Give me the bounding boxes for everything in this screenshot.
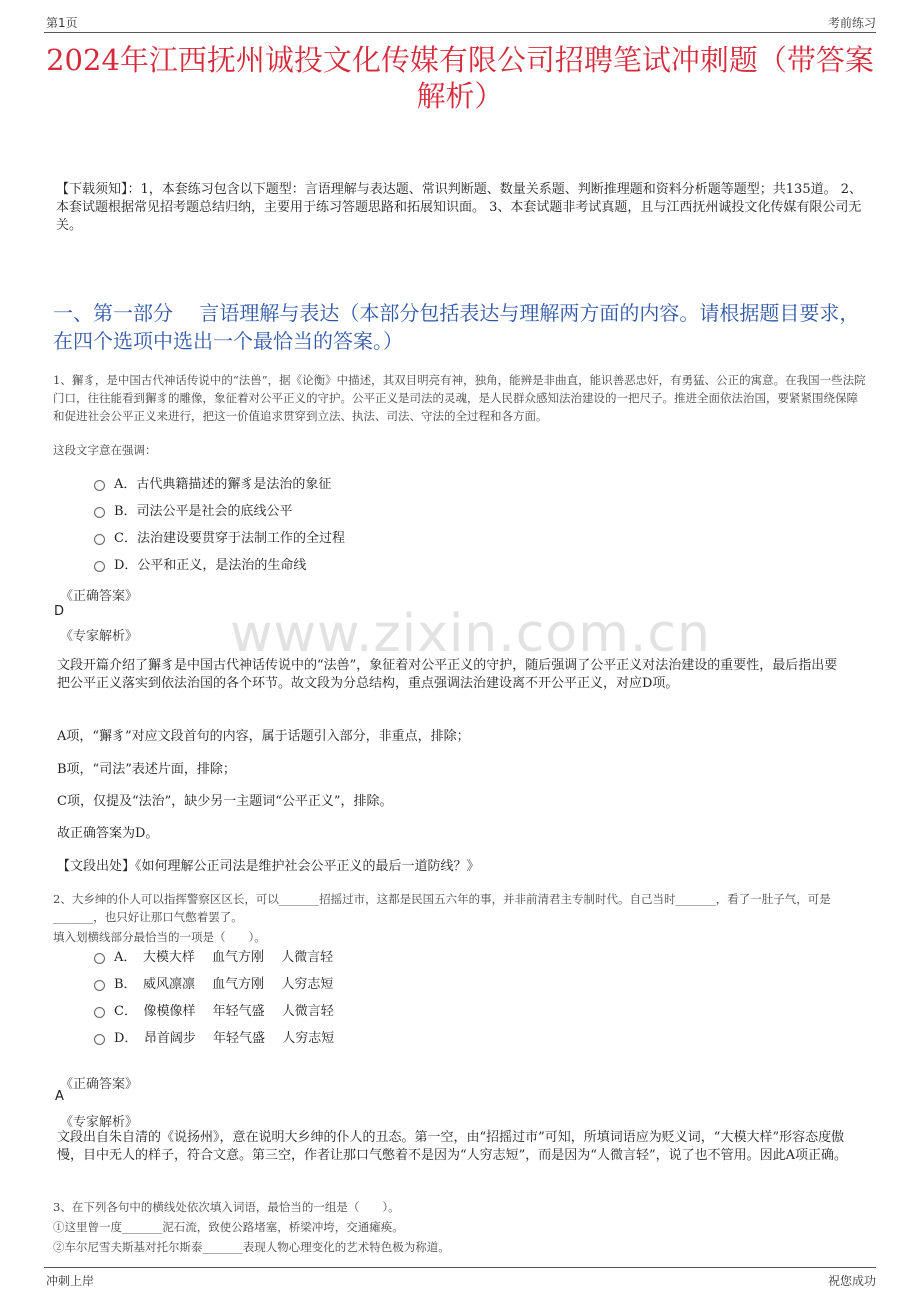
q2-option-b-text: B． 威风凛凛 血气方刚 人穷志短 [114, 977, 334, 992]
q1-option-c-text: C．法治建设要贯穿于法制工作的全过程 [114, 531, 345, 546]
header-rule [44, 32, 876, 33]
q1-conclusion: 故正确答案为D。 [57, 826, 159, 841]
q2-answer-label: 《正确答案》 [60, 1077, 139, 1092]
q2-answer: A [55, 1089, 64, 1104]
q1-answer: D [54, 604, 65, 619]
q1-option-d-text: D．公平和正义，是法治的生命线 [114, 558, 307, 573]
footer-right-label: 祝您成功 [827, 1274, 876, 1288]
q1-option-a-text: A．古代典籍描述的獬豸是法治的象征 [114, 477, 332, 492]
q1-analysis-line-a: A项，“獬豸”对应文段首句的内容，属于话题引入部分，非重点，排除； [57, 729, 470, 744]
q2-option-d[interactable] [94, 1029, 334, 1049]
radio-icon[interactable] [94, 534, 105, 545]
radio-icon[interactable] [94, 1034, 105, 1045]
footer-left-label: 冲刺上岸 [46, 1274, 95, 1288]
q1-analysis-line-b: B项，“司法”表述片面，排除； [57, 762, 236, 777]
q2-option-b[interactable] [94, 975, 333, 995]
q2-analysis: 文段出自朱自清的《说扬州》，意在说明大乡绅的仆人的丑态。第一空，由“招摇过市”可知，所填词语应为贬义词，“大模大样”形容态度傲慢，目中无人的样子，符合文意。第三空，作者让那口气憋着不是因为“人穷志短”，而是因为“人微言轻”，说了也不管用。因此A项正确。 [57, 1130, 847, 1163]
section-heading: 一、第一部分 言语理解与表达（本部分包括表达与理解两方面的内容。请根据题目要求，在四个选项中选出一个最恰当的答案。） [53, 301, 860, 353]
download-notice: 【下载须知】：1，本套练习包含以下题型：言语理解与表达题、常识判断题、数量关系题、判断推理题和资料分析题等题型；共135道。 2、本套试题根据常见招考题总结归纳，主要用于练习答题思路和拓展知识面。 3、本套试题非考试真题，且与江西抚州诚投文化传媒有限公司无关。 [56, 182, 862, 233]
q1-option-b[interactable] [94, 502, 293, 522]
q2-option-a-text: A． 大模大样 血气方刚 人微言轻 [114, 950, 334, 965]
radio-icon[interactable] [94, 561, 105, 572]
radio-icon[interactable] [94, 480, 105, 491]
header-right-label: 考前练习 [827, 16, 876, 30]
q1-analysis-line-c: C项，仅提及“法治”，缺少另一主题词“公平正义”，排除。 [57, 794, 393, 809]
radio-icon[interactable] [94, 507, 105, 518]
radio-icon[interactable] [94, 980, 105, 991]
question-3-line-2: ②车尔尼雪夫斯基对托尔斯泰_______表现人物心理变化的艺术特色极为称道。 [53, 1240, 450, 1254]
q2-analysis-label: 《专家解析》 [60, 1115, 139, 1130]
question-1-stem: 1、獬豸，是中国古代神话传说中的“法兽”，据《论衡》中描述，其双目明亮有神，独角，能辨是非曲直，能识善恶忠奸，有勇猛、公正的寓意。在我国一些法院门口，往往能看到獬豸的雕像，象征着对公平正义的守护。公平正义是司法的灵魂，是人民群众感知法治建设的一把尺子。推进全面依法治国，要紧紧围绕保障和促进社会公平正义来进行，把这一价值追求贯穿到立法、执法、司法、守法的全过程和各方面。 [53, 373, 866, 423]
q1-option-b-text: B．司法公平是社会的底线公平 [114, 504, 293, 519]
watermark: www.zixin.com.cn [230, 604, 711, 664]
q2-option-a[interactable] [94, 948, 333, 968]
question-2-stem: 2、大乡绅的仆人可以指挥警察区区长，可以_______招摇过市，这都是民国五六年的事，并非前清君主专制时代。自己当时_______，看了一肚子气，可是_______，也只好让那口气憋着罢了。 [53, 892, 831, 924]
q1-source: 【文段出处】《如何理解公正司法是维护社会公平正义的最后一道防线？》 [57, 859, 480, 874]
q1-option-c[interactable] [94, 529, 345, 549]
q1-analysis-label: 《专家解析》 [60, 629, 139, 644]
footer-rule [44, 1267, 876, 1268]
question-3-line-1: ①这里曾一度_______泥石流，致使公路堵塞，桥梁冲垮，交通瘫痪。 [53, 1220, 404, 1234]
question-1-prompt: 这段文字意在强调： [53, 443, 157, 457]
question-2-prompt: 填入划横线部分最恰当的一项是（ ）。 [53, 930, 266, 944]
radio-icon[interactable] [94, 953, 105, 964]
page-number: 第1页 [46, 16, 78, 30]
q1-answer-label: 《正确答案》 [60, 589, 139, 604]
q1-option-d[interactable] [94, 556, 306, 576]
question-3-stem: 3、在下列各句中的横线处依次填入词语，最恰当的一组是（ ）。 [53, 1200, 400, 1214]
radio-icon[interactable] [94, 1007, 105, 1018]
q2-option-c[interactable] [94, 1002, 334, 1022]
q1-analysis: 文段开篇介绍了獬豸是中国古代神话传说中的“法兽”，象征着对公平正义的守护，随后强调了公平正义对法治建设的重要性，最后指出要把公平正义落实到依法治国的各个环节。故文段为分总结构，重点强调法治建设离不开公平正义，对应D项。 [57, 658, 838, 691]
q1-option-a[interactable] [94, 475, 331, 495]
q2-option-d-text: D． 昂首阔步 年轻气盛 人穷志短 [114, 1031, 335, 1046]
q2-option-c-text: C． 像模像样 年轻气盛 人微言轻 [114, 1004, 334, 1019]
document-title: 2024年江西抚州诚投文化传媒有限公司招聘笔试冲刺题（带答案解析） [46, 43, 874, 113]
